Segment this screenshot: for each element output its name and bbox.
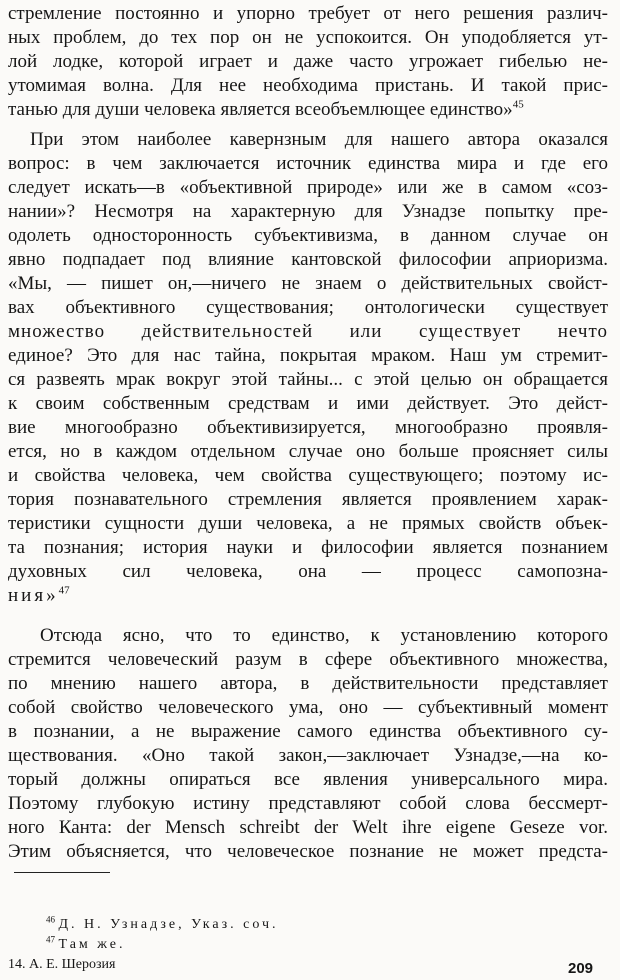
text-line: тория познавательного стремления является проявлением харак- xyxy=(8,489,608,510)
text-line: ных проблем, до тех пор он не успокоится. Он уподобляется ут- xyxy=(8,27,608,48)
footnote-text: Там же. xyxy=(58,937,126,952)
text-line: единое? Это для нас тайна, покрытая мраком. Наш ум стремит- xyxy=(8,345,608,366)
text-line: одолеть односторонность субъективизма, в данном случае он xyxy=(8,225,608,246)
text-line: явно подпадает под влияние кантовской философии априоризма. xyxy=(8,249,608,270)
footnote-ref: 47 xyxy=(58,584,70,597)
text-line: следует искать—в «объективной природе» или же в самом «соз- xyxy=(8,177,608,198)
footnote-divider xyxy=(14,872,110,873)
text-line: Отсюда ясно, что то единство, к установлению которого xyxy=(40,625,608,646)
footnote-number: 47 xyxy=(46,934,55,945)
text-line: ществования. «Оно такой закон,—заключает Узнадзе,—на ко- xyxy=(8,745,608,766)
text-line: вопрос: в чем заключается источник единства мира и где его xyxy=(8,153,608,174)
text-line: вие многообразно объективизируется, многообразно проявля- xyxy=(8,417,608,438)
text-line: к своим собственным средствам и ими действует. Это дейст- xyxy=(8,393,608,414)
text-line: множество действительностей или существует нечто xyxy=(8,321,608,342)
text-line: ного Канта: der Mensch schreibt der Welt ihre eigene Geseze vor. xyxy=(8,817,608,838)
footnote xyxy=(46,936,125,954)
text-line: лой лодке, которой играет и даже часто угрожает гибелью не- xyxy=(8,51,608,72)
text-line: вах объективного существования; онтологически существует xyxy=(8,297,608,318)
text-line: Этим объясняется, что человеческое познание не может предста- xyxy=(8,841,608,862)
page-number: 209 xyxy=(568,960,594,977)
signature-mark: 14. А. Е. Шерозия xyxy=(8,957,116,972)
text-line: и свойства человека, чем свойства существующего; поэтому ис- xyxy=(8,465,608,486)
footnote-ref: 45 xyxy=(512,98,524,111)
text-line: «Мы, — пишет он,—ничего не знаем о действительных свойст- xyxy=(8,273,608,294)
text-line: танью для души человека является всеобъемлющее единство»$^{45}$ xyxy=(8,98,524,120)
footnote-number: 46 xyxy=(46,914,55,925)
text-line: торый должны опираться все явления универсального мира. xyxy=(8,769,608,790)
text-line: При этом наиболее кавернзным для нашего автора оказался xyxy=(30,129,608,150)
text-line: утомимая волна. Для нее необходима пристань. И такой прис- xyxy=(8,75,608,96)
text-line: собой свойство человеческого ума, оно — субъективный момент xyxy=(8,697,608,718)
text-line: в познании, а не выражение самого единства объективного су- xyxy=(8,721,608,742)
text-line: ния»$^{47}$ xyxy=(8,584,70,606)
text-line: стремится человеческий разум в сфере объективного множества, xyxy=(8,649,608,670)
text-line: Поэтому глубокую истину представляют собой слова бессмерт- xyxy=(8,793,608,814)
text-line: по мнению нашего автора, в действительности представляет xyxy=(8,673,608,694)
text-line: ется, но в каждом отдельном случае оно больше проясняет силы xyxy=(8,441,608,462)
text-line: нании»? Несмотря на характерную для Узнадзе попытку пре- xyxy=(8,201,608,222)
text-line: духовных сил человека, она — процесс самопозна- xyxy=(8,561,608,582)
text-line: теристики сущности души человека, а не прямых свойств объек- xyxy=(8,513,608,534)
text-line: ся развеять мрак вокруг этой тайны... с этой целью он обращается xyxy=(8,369,608,390)
text-line: стремление постоянно и упорно требует от него решения различ- xyxy=(8,3,608,24)
text-line: та познания; история науки и философии является познанием xyxy=(8,537,608,558)
footnote xyxy=(46,916,279,934)
footnote-text: Д. Н. Узнадзе, Указ. соч. xyxy=(58,917,279,932)
